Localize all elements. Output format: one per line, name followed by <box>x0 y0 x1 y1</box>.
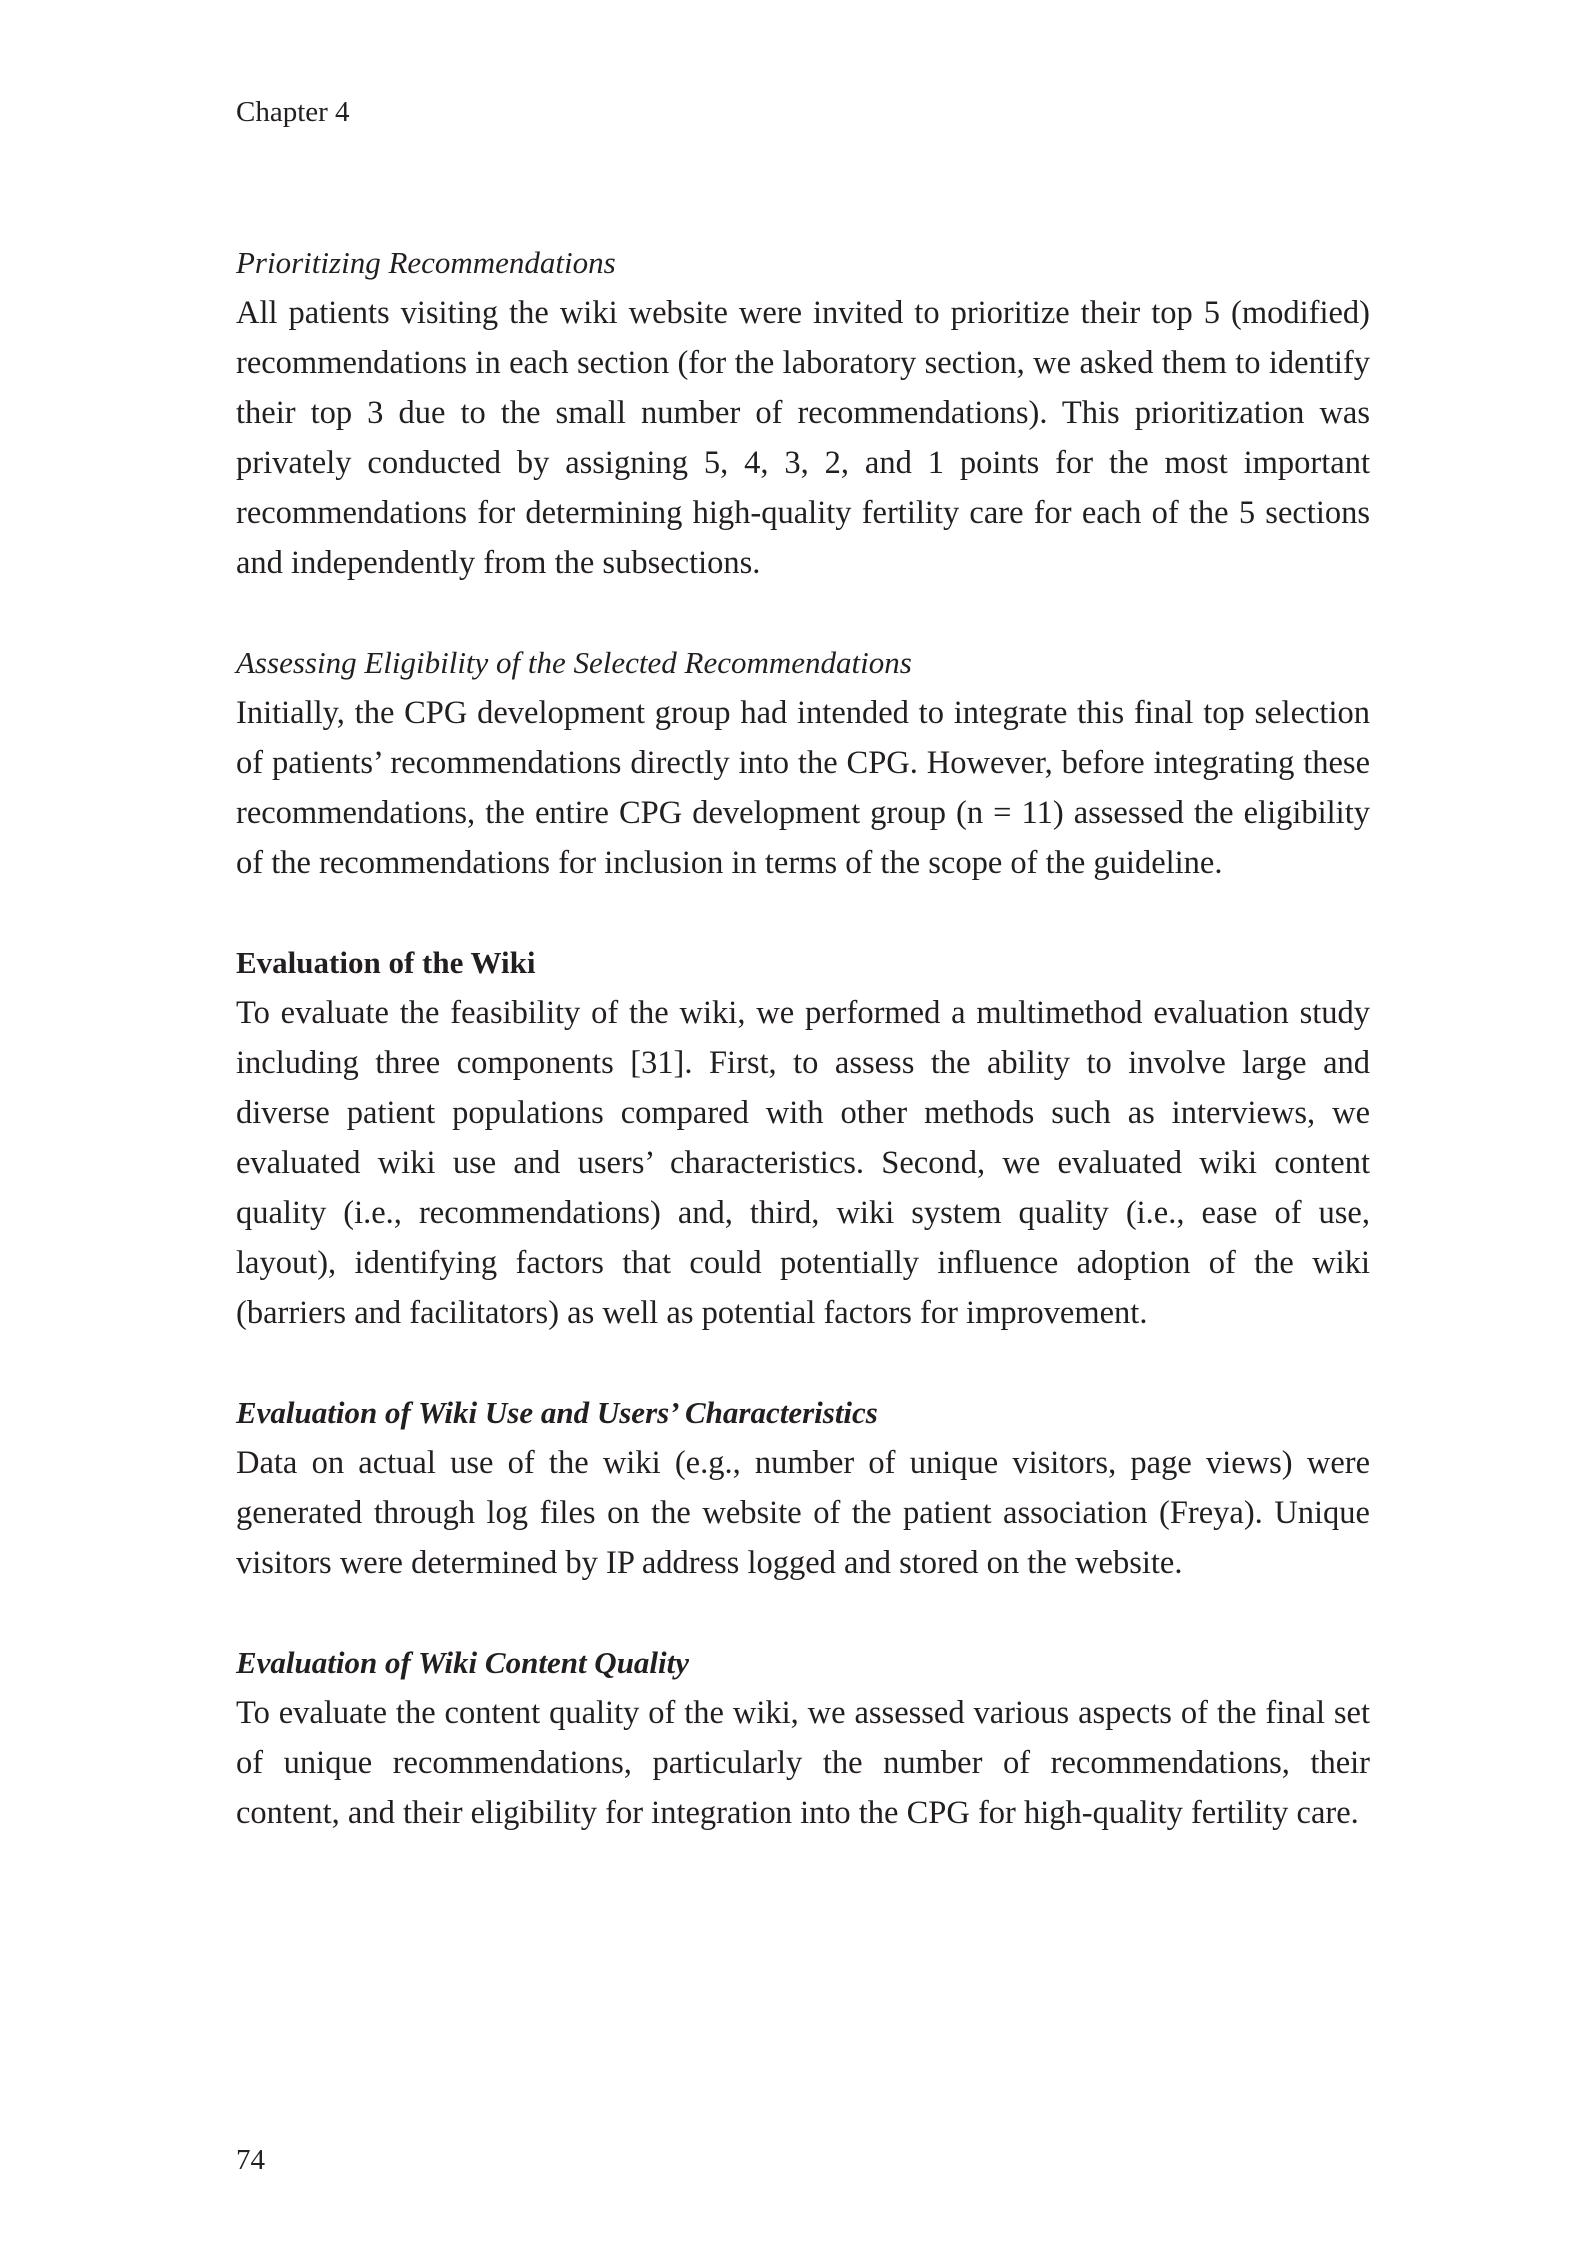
running-header: Chapter 4 <box>236 96 350 128</box>
section-wiki-content-quality <box>236 1638 1370 1838</box>
body-paragraph: Data on actual use of the wiki (e.g., number of unique visitors, page views) were generated through log files on the website of the patient association (Freya). Unique visitors were determined by IP address logged and stored on the website. <box>236 1445 1370 1581</box>
page-number: 74 <box>236 2144 265 2176</box>
body-paragraph: To evaluate the content quality of the wiki, we assessed various aspects of the final set of unique recommendations, particularly the number of recommendations, their content, and their eligibility for integration into the CPG for high-quality fertility care. <box>236 1695 1370 1831</box>
section-prioritizing-recommendations <box>236 238 1370 588</box>
body-paragraph: To evaluate the feasibility of the wiki, we performed a multimethod evaluation study including three components [31]. First, to assess the ability to involve large and diverse patient populations compared with other methods such as interviews, we evaluated wiki use and users’ characteristics. Second, we evaluated wiki content quality (i.e., recommendations) and, third, wiki system quality (i.e., ease of use, layout), identifying factors that could potentially influence adoption of the wiki (barriers and facilitators) as well as potential factors for improvement. <box>236 995 1370 1331</box>
section-wiki-use-characteristics <box>236 1388 1370 1588</box>
section-heading: Evaluation of the Wiki <box>236 945 536 980</box>
body-paragraph: All patients visiting the wiki website were invited to prioritize their top 5 (modified) recommendations in each section (for the laboratory section, we asked them to identify their top 3 due to the small number of recommendations). This prioritization was privately conducted by assigning 5, 4, 3, 2, and 1 points for the most important recommendations for determining high-quality fertility care for each of the 5 sections and independently from the subsections. <box>236 295 1370 581</box>
page-body <box>236 238 1370 1888</box>
subsection-heading: Evaluation of Wiki Content Quality <box>236 1645 690 1680</box>
subsection-heading: Evaluation of Wiki Use and Users’ Characteristics <box>236 1395 878 1430</box>
body-paragraph: Initially, the CPG development group had intended to integrate this final top selection of patients’ recommendations directly into the CPG. However, before integrating these recommendations, the entire CPG development group (n = 11) assessed the eligibility of the recommendations for inclusion in terms of the scope of the guideline. <box>236 695 1370 881</box>
section-evaluation-of-wiki <box>236 938 1370 1338</box>
subsection-heading: Assessing Eligibility of the Selected Recommendations <box>236 645 912 680</box>
subsection-heading: Prioritizing Recommendations <box>236 245 616 280</box>
section-assessing-eligibility <box>236 638 1370 888</box>
